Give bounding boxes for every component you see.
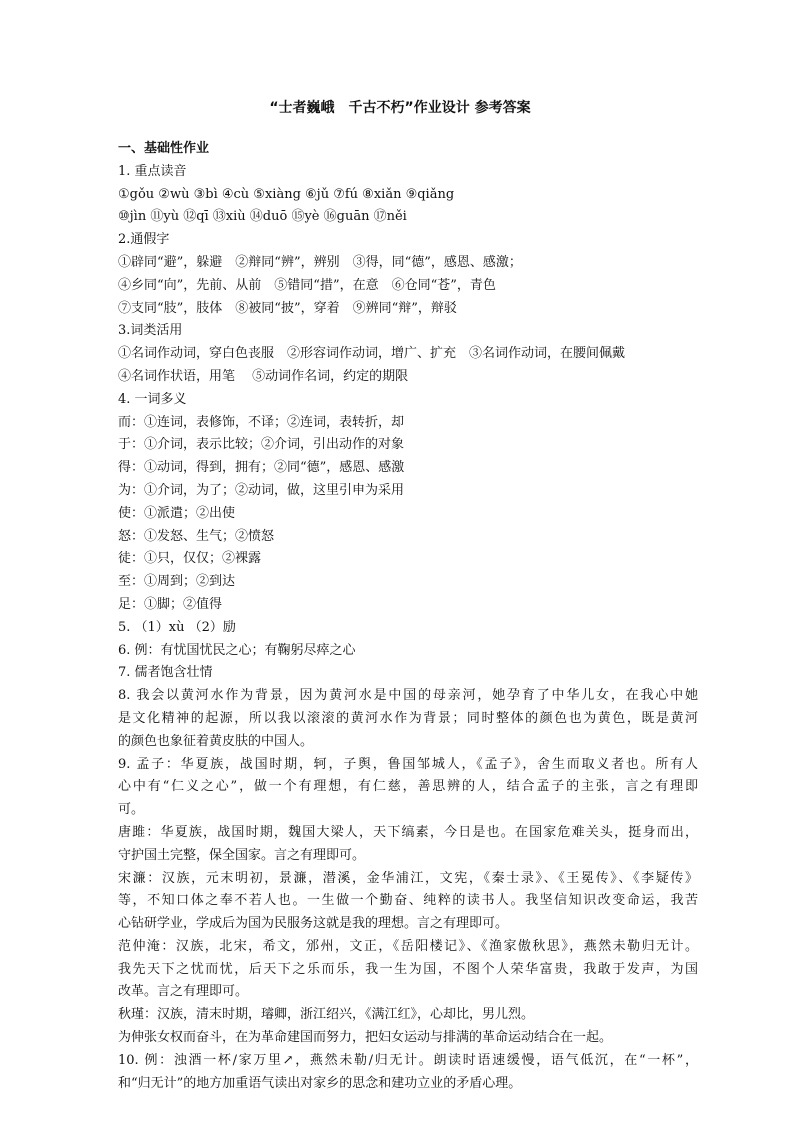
q4-item: 为：①介词，为了；②动词，做，这里引申为采用 <box>118 482 405 498</box>
q9-songlian-line-1: 宋濂：汉族，元末明初，景濂，潜溪，金华浦江，文宪，《秦士录》、《王冕传》、《李疑传》 <box>118 870 698 886</box>
q8-line-2: 是文化精神的起源，所以我以滚滚的黄河水作为背景；同时整体的颜色也为黄色，既是黄河 <box>118 710 698 726</box>
q4-item: 得：①动词，得到，拥有；②同“德”，感恩、感激 <box>118 460 405 476</box>
q10-line-2: 和“归无计”的地方加重语气读出对家乡的思念和建功立业的矛盾心理。 <box>118 1075 522 1091</box>
q3-line-1: ①名词作动词，穿白色丧服 ②形容词作动词，增广、扩充 ③名词作动词，在腰间佩戴 <box>118 346 626 362</box>
q9-qiujin-line-1: 秋瑾：汉族，清末时期，璿卿，浙江绍兴，《满江红》，心却比，男儿烈。 <box>118 1007 535 1023</box>
q4-item: 使：①派遣；②出使 <box>118 505 236 521</box>
q7-answer: 7. 儒者饱含壮情 <box>118 665 213 681</box>
q2-line-2: ④乡同“向”，先前、从前 ⑤错同“措”，在意 ⑥仓同“苍”，青色 <box>118 277 496 293</box>
document-title: “士者巍峨 千古不朽”作业设计 参考答案 <box>269 100 531 116</box>
q4-item: 怒：①发怒、生气；②愤怒 <box>118 528 275 544</box>
q3-heading: 3.词类活用 <box>118 323 183 339</box>
section-heading-basic: 一、基础性作业 <box>118 141 210 156</box>
q9-mencius-line-1: 9. 孟子：华夏族，战国时期，轲，子舆，鲁国邹城人，《孟子》，舍生而取义者也。所有人 <box>118 756 698 772</box>
q9-qiujin-line-2: 为伸张女权而奋斗，在为革命建国而努力，把妇女运动与排满的革命运动结合在一起。 <box>118 1030 613 1046</box>
q1-heading: 1. 重点读音 <box>118 163 187 179</box>
q4-item: 足：①脚；②值得 <box>118 596 223 612</box>
q5-answer: 5. （1）xù （2）励 <box>118 619 236 635</box>
q3-line-2: ④名词作状语，用笔 ⑤动词作名词，约定的期限 <box>118 368 409 384</box>
q2-line-1: ①辟同“避”，躲避 ②辩同“辨”，辨别 ③得，同“德”，感恩、感激； <box>118 254 522 270</box>
q2-line-3: ⑦支同“肢”，肢体 ⑧被同“披”，穿着 ⑨辨同“辩”，辩驳 <box>118 300 457 316</box>
q9-fan-line-3: 改革。言之有理即可。 <box>118 984 249 1000</box>
q1-pinyin-line-1: ①gǒu ②wù ③bì ④cù ⑤xiàng ⑥jǔ ⑦fú ⑧xiǎn ⑨qiǎng <box>118 186 455 202</box>
q9-tangju-line-1: 唐雎：华夏族，战国时期，魏国大梁人，天下缟素，今日是也。在国家危难关头，挺身而出， <box>118 824 698 840</box>
q4-item: 至：①周到；②到达 <box>118 574 236 590</box>
q9-fan-line-2: 我先天下之忧而忧，后天下之乐而乐，我一生为国，不图个人荣华富贵，我敢于发声，为国 <box>118 961 698 977</box>
q1-pinyin-line-2: ⑩jìn ⑪yù ⑫qī ⑬xiù ⑭duō ⑮yè ⑯guān ⑰něi <box>118 209 407 225</box>
q4-item: 而：①连词，表修饰，不译；②连词，表转折，却 <box>118 414 405 430</box>
q2-heading: 2.通假字 <box>118 232 170 248</box>
q8-line-1: 8. 我会以黄河水作为背景，因为黄河水是中国的母亲河，她孕育了中华儿女，在我心中她 <box>118 688 698 704</box>
q9-songlian-line-2: 等，不知口体之奉不若人也。一生做一个勤奋、纯粹的读书人。我坚信知识改变命运，我苦 <box>118 893 698 909</box>
q6-answer: 6. 例：有忧国忧民之心；有鞠躬尽瘁之心 <box>118 642 356 658</box>
q10-line-1: 10. 例：浊酒一杯/家万里↗，燕然未勒/归无计。朗读时语速缓慢，语气低沉，在“一杯”， <box>118 1052 698 1068</box>
q9-mencius-line-2: 心中有“仁义之心”，做一个有理想，有仁慈，善思辨的人，结合孟子的主张，言之有理即 <box>118 779 698 795</box>
q4-item: 于：①介词，表示比较；②介词，引出动作的对象 <box>118 437 405 453</box>
q8-line-3: 的颜色也象征着黄皮肤的中国人。 <box>118 733 314 749</box>
q4-heading: 4. 一词多义 <box>118 391 187 407</box>
q9-songlian-line-3: 心钻研学业，学成后为国为民服务这就是我的理想。言之有理即可。 <box>118 916 509 932</box>
document-body <box>118 138 698 1095</box>
q9-tangju-line-2: 守护国土完整，保全国家。言之有理即可。 <box>118 847 366 863</box>
q4-item: 徒：①只，仅仅；②裸露 <box>118 551 262 567</box>
q9-mencius-line-3: 可。 <box>118 802 145 818</box>
q9-fan-line-1: 范仲淹：汉族，北宋，希文，邠州，文正，《岳阳楼记》、《渔家傲秋思》，燕然未勒归无计。 <box>118 938 698 954</box>
